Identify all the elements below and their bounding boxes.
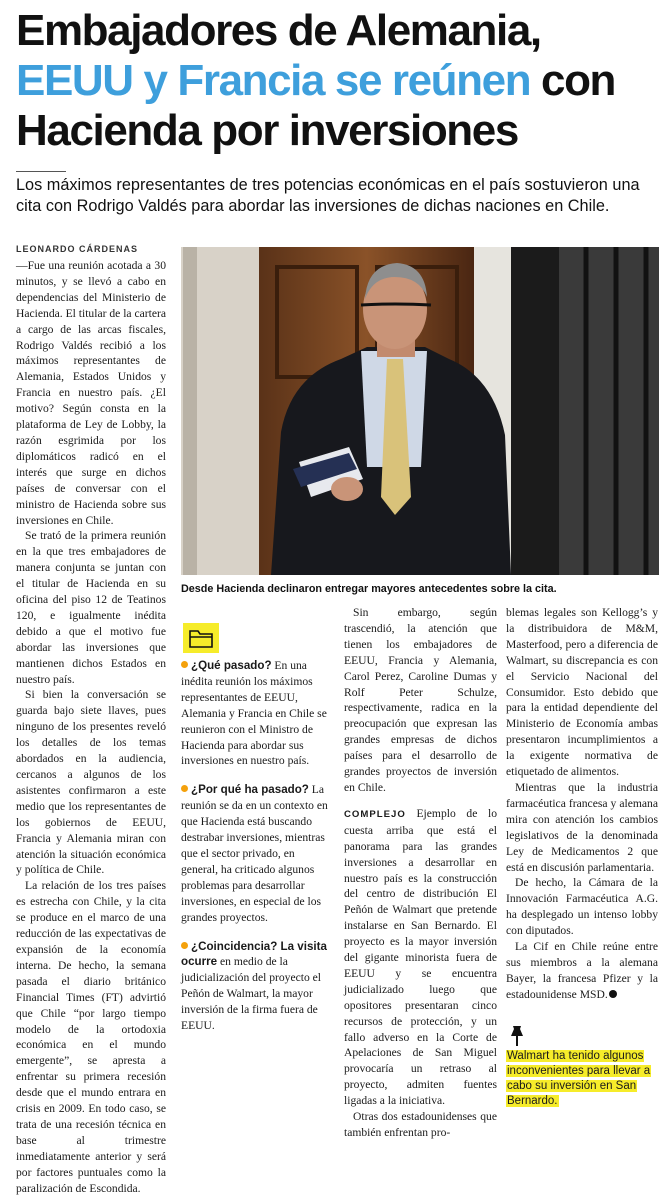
paragraph: —Fue una reunión acotada a 30 minutos, y se llevó a cabo en dependencias del Ministerio de Hacienda. El titular de la cartera a cargo de las arcas fiscales, Rodrigo Valdés recibió a los máximos representantes de Alemania, Estados Unidos y Francia en nuestro país. ¿El motivo? Según consta en la plataforma de Ley de Lobby, la razón esgrimida por los diplomáticos radicó en el interés que surge en dichos países de conversar con el ministro de Hacienda sobre sus inversiones en Chile. <box>16 259 166 527</box>
article-column-1 <box>16 258 166 1196</box>
article-column-4 <box>506 605 658 1003</box>
paragraph-complejo <box>344 806 497 1109</box>
minister-portrait-image <box>181 247 659 575</box>
paragraph: Sin embargo, según trascendió, la atención que tienen los embajadores de EEUU, Francia y Alemania, Carol Perez, Caroline Dumas y Rolf Peter Schulze, respectivamente, radica en la preocupación que expresan las grandes empresas de dichos países para el desarrollo de grandes proyectos de inversión en Chile. <box>344 606 497 794</box>
qa-answer: En una inédita reunión los máximos representantes de EEUU, Alemania y Francia en Chile se reunieron con el Ministro de Hacienda para abordar sus inversiones en nuestro país. <box>181 659 327 768</box>
orange-bullet-icon <box>181 942 188 949</box>
pushpin-icon <box>507 1025 527 1047</box>
photo-caption: Desde Hacienda declinaron entregar mayores antecedentes sobre la cita. <box>181 583 557 595</box>
paragraph-text: La Cif en Chile reúne entre sus miembros a la alemana Bayer, la francesa Pfizer y la estadounidense MSD. <box>506 940 658 1001</box>
headline-highlight: EEUU y Francia se reúnen <box>16 56 531 105</box>
qa-question: ¿Coincidencia? La visita ocurre <box>181 939 327 969</box>
qa-item <box>181 939 331 1034</box>
highlight-note-text: Walmart ha tenido algunos inconvenientes para llevar a cabo su inversión en San Bernardo. <box>507 1050 651 1107</box>
qa-question: ¿Por qué ha pasado? <box>191 783 309 797</box>
headline-line2-rest: con <box>530 56 616 105</box>
headline-line3: Hacienda por inversiones <box>16 106 518 155</box>
article-photo <box>181 247 659 575</box>
end-mark-icon <box>609 990 617 998</box>
highlight-note <box>506 1049 658 1109</box>
paragraph: Otras dos estadounidenses que también enfrentan pro- <box>344 1110 497 1139</box>
qa-answer: en medio de la judicialización del proyecto el Peñón de Walmart, la mayor inversión de la firma fuera de EEUU. <box>181 955 322 1033</box>
qa-item <box>181 782 331 925</box>
section-kicker: COMPLEJO <box>344 808 406 820</box>
orange-bullet-icon <box>181 661 188 668</box>
qa-item <box>181 658 331 769</box>
paragraph: De hecho, la Cámara de la Innovación Farmacéutica A.G. ha desplegado un intenso lobby con diputados. <box>506 876 658 938</box>
qa-question: ¿Qué pasado? <box>191 659 272 672</box>
paragraph: La relación de los tres países es estrecha con Chile, y la cita se produce en el marco de una reducción de las expectativas de expansión de la economía interna. De hecho, la semana pasada el diario británico Financial Times (FT) advirtió que Chile “por largo tiempo modelo de la ortodoxia económica en el mundo emergente”, se apresta a enfrentar su primera recesión desde que el mundo entrara en crisis en 2009. En todo caso, se trata de una recesión técnica en base al trimestre inmediatamente anterior y será por factores puntuales como la paralización de Escondida. <box>16 879 166 1195</box>
paragraph: blemas legales son Kellogg’s y la distribuidora de M&M, Masterfood, pero a diferencia de Walmart, su discrepancia es con el Servicio Nacional del Consumidor. Esto debido que para la entidad dependiente del Ministerio de Economía ambas presentaron incumplimientos a la exigente normativa de etiquetado de alimentos. <box>506 606 658 779</box>
folder-icon <box>183 623 219 653</box>
deck-summary: Los máximos representantes de tres potencias económicas en el país sostuvieron una cita con Rodrigo Valdés para abordar las inversiones de dichas naciones en Chile. <box>16 176 640 215</box>
qa-answer: La reunión se da en un contexto en que Hacienda está buscando destrabar inversiones, mientras que el sector privado, en general, ha criticado algunos problemas para desarrollar inversiones, en especial de los grandes proyectos. <box>181 783 328 924</box>
headline-line1: Embajadores de Alemania, <box>16 6 541 55</box>
byline: LEONARDO CÁRDENAS <box>16 244 139 254</box>
paragraph: Se trató de la primera reunión en la que tres embajadores de manera conjunta se juntan con el titular de Hacienda en su oficina del piso 12 de Teatinos 120, e igualmente inédita debido a que el motivo fue abordar las inversiones que mantienen dichos Estados en nuestro país. <box>16 529 166 686</box>
paragraph: Si bien la conversación se guarda bajo siete llaves, pues ninguno de los presentes reveló los detalles de los temas abordados en la audiencia, cercanos a algunos de los asistentes confirmaron a este medio que los representantes de los gobiernos de EEUU, Francia y Alemania miran con atención la situación económica y política de Chile. <box>16 688 166 877</box>
qa-box <box>181 658 331 1047</box>
deck-divider <box>16 171 66 172</box>
article-column-3 <box>344 605 497 1141</box>
orange-bullet-icon <box>181 785 188 792</box>
paragraph-text: Ejemplo de lo cuesta arriba que está el panorama para las grandes inversiones a desarrollar en nuestro país es la construcción del centro de distribución El Peñón de Walmart que pretende instalarse en San Bernardo. El proyecto es la mayor inversión del gigante minorista fuera de EEUU y se encuentra judicializado luego que opositores presentaran cinco recursos de protección, y un fallo adverso en la Corte de Apelaciones de San Miguel provocaría un retraso al proyecto, admiten fuentes ligadas a la iniciativa. <box>344 806 497 1108</box>
headline <box>16 6 656 156</box>
paragraph-last <box>506 939 658 1003</box>
paragraph: Mientras que la industria farmacéutica francesa y alemana mira con atención los cambios legislativos de la denominada Ley de Medicamentos 2 que está en discusión parlamentaria. <box>506 780 658 874</box>
